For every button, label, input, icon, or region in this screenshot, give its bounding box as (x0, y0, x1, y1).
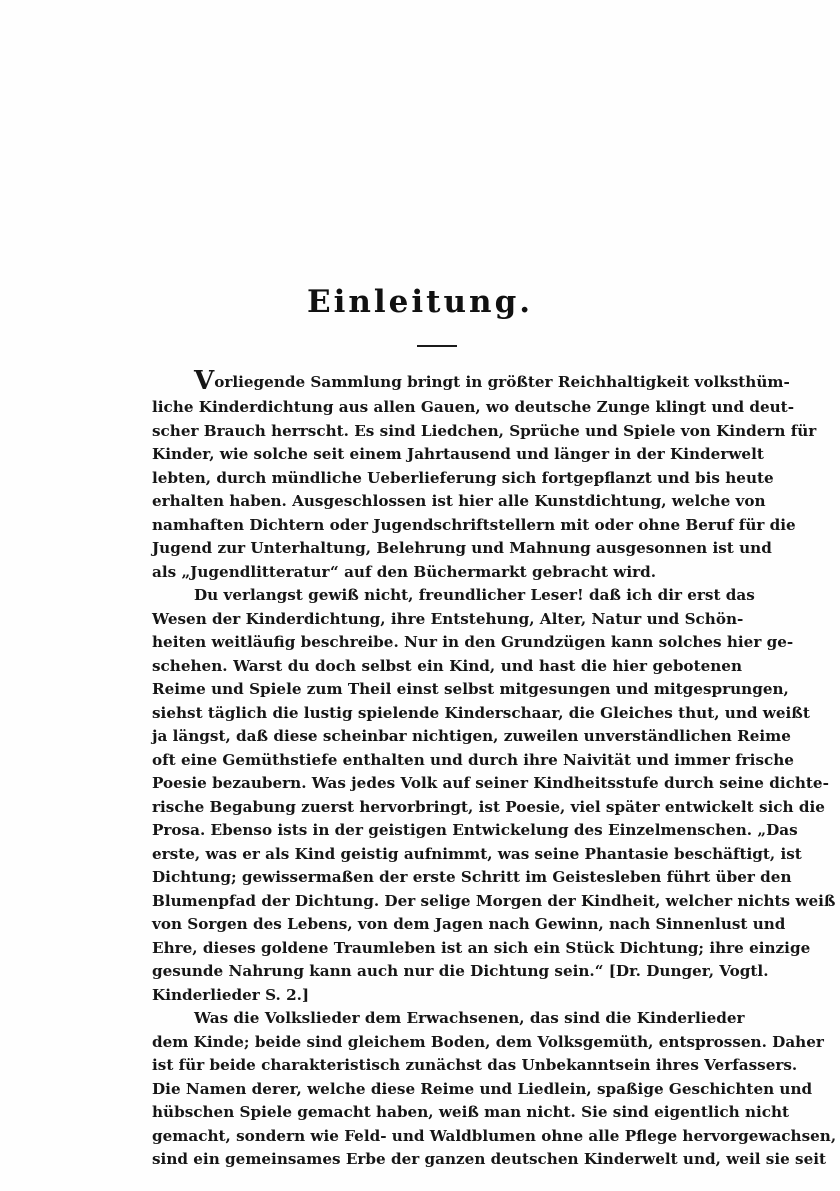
paragraph-2-line: von Sorgen des Lebens, von dem Jagen nach Gewinn, nach Sinnenlust und (152, 915, 786, 933)
paragraph-2-line: schehen. Warst du doch selbst ein Kind, und hast die hier gebotenen (152, 656, 742, 675)
paragraph-2-line: Dichtung; gewissermaßen der erste Schritt im Geistesleben führt über den (152, 868, 792, 886)
paragraph-1-line-1 (152, 366, 790, 396)
paragraph-3-line: Die Namen derer, welche diese Reime und Liedlein, spaßige Geschichten und (152, 1079, 813, 1098)
paragraph-2-line: Kinderlieder S. 2.] (152, 985, 310, 1004)
paragraph-1-first-text: orliegende Sammlung bringt in größter Reichhaltigkeit volksthüm- (214, 373, 790, 391)
paragraph-3-line-1: Was die Volkslieder dem Erwachsenen, das sind die Kinderlieder (194, 1009, 745, 1027)
paragraph-1-line: scher Brauch herrscht. Es sind Liedchen, Sprüche und Spiele von Kindern für (152, 421, 817, 440)
paragraph-2-line: Blumenpfad der Dichtung. Der selige Morgen der Kindheit, welcher nichts weiß (152, 891, 836, 910)
paragraph-2-line: Prosa. Ebenso ists in der geistigen Entwickelung des Einzelmenschen. „Das (152, 821, 798, 839)
paragraph-3-line: ist für beide charakteristisch zunächst das Unbekanntsein ihres Verfassers. (152, 1056, 798, 1074)
paragraph-1-line: lebten, durch mündliche Ueberlieferung sich fortgepflanzt und bis heute (152, 468, 774, 487)
paragraph-3-line: hübschen Spiele gemacht haben, weiß man nicht. Sie sind eigentlich nicht (152, 1103, 790, 1121)
paragraph-2-line: gesunde Nahrung kann auch nur die Dichtung sein.“ [Dr. Dunger, Vogtl. (152, 962, 769, 980)
paragraph-2-line: oft eine Gemüthstiefe enthalten und durch ihre Naivität und immer frische (152, 750, 794, 769)
paragraph-3-line: gemacht, sondern wie Feld- und Waldblumen ohne alle Pflege hervorgewachsen, (152, 1126, 837, 1145)
drop-cap: V (194, 366, 215, 396)
paragraph-1-line: erhalten haben. Ausgeschlossen ist hier alle Kunstdichtung, welche von (152, 492, 766, 510)
paragraph-2-line: ja längst, daß diese scheinbar nichtigen, zuweilen unverständlichen Reime (152, 727, 791, 745)
paragraph-2-line: siehst täglich die lustig spielende Kinderschaar, die Gleiches thut, und weißt (152, 703, 810, 722)
paragraph-2-line: Wesen der Kinderdichtung, ihre Entstehung, Alter, Natur und Schön- (152, 609, 744, 628)
title-divider (417, 345, 457, 347)
body-text (152, 366, 837, 1172)
paragraph-3-line: dem Kinde; beide sind gleichem Boden, dem Volksgemüth, entsprossen. Daher (152, 1032, 824, 1051)
paragraph-2-line-1: Du verlangst gewiß nicht, freundlicher Leser! daß ich dir erst das (194, 586, 755, 604)
paragraph-2-line: erste, was er als Kind geistig aufnimmt, was seine Phantasie beschäftigt, ist (152, 844, 802, 863)
paragraph-1-line: als „Jugendlitteratur“ auf den Büchermarkt gebracht wird. (152, 562, 657, 581)
paragraph-2-line: heiten weitläufig beschreibe. Nur in den Grundzügen kann solches hier ge- (152, 633, 794, 651)
paragraph-1-line: Kinder, wie solche seit einem Jahrtausend und länger in der Kinderwelt (152, 445, 764, 463)
paragraph-2-line: Reime und Spiele zum Theil einst selbst mitgesungen und mitgesprungen, (152, 680, 789, 698)
paragraph-3-line: sind ein gemeinsames Erbe der ganzen deutschen Kinderwelt und, weil sie seit (152, 1150, 827, 1168)
paragraph-2-line: rische Begabung zuerst hervorbringt, ist Poesie, viel später entwickelt sich die (152, 797, 825, 816)
paragraph-1-line: Jugend zur Unterhaltung, Belehrung und Mahnung ausgesonnen ist und (152, 539, 772, 557)
paragraph-2-line: Poesie bezaubern. Was jedes Volk auf seiner Kindheitsstufe durch seine dichte- (152, 774, 829, 792)
chapter-title: Einleitung. (306, 284, 534, 320)
paragraph-1-line: liche Kinderdichtung aus allen Gauen, wo deutsche Zunge klingt und deut- (152, 398, 795, 416)
paragraph-1-line: namhaften Dichtern oder Jugendschriftstellern mit oder ohne Beruf für die (152, 515, 796, 534)
paragraph-2-line: Ehre, dieses goldene Traumleben ist an sich ein Stück Dichtung; ihre einzige (152, 938, 811, 957)
